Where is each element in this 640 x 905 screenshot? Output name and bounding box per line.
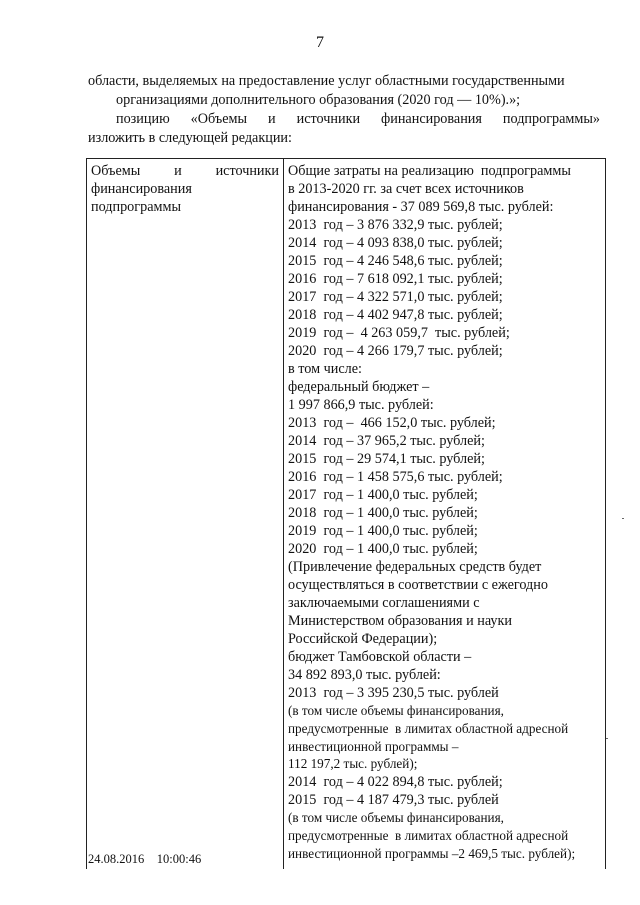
intro-paragraph <box>88 72 600 148</box>
right-cell-line: 2013 год – 3 876 332,9 тыс. рублей; <box>288 217 503 233</box>
left-cell-line: финансирования <box>91 181 192 197</box>
page-number: 7 <box>316 34 324 51</box>
right-cell-line: 2016 год – 1 458 575,6 тыс. рублей; <box>288 469 503 485</box>
right-cell-line: предусмотренные в лимитах областной адресной <box>288 827 569 843</box>
right-cell-line: заключаемыми соглашениями с <box>288 595 480 611</box>
intro-line-2: организациями дополнительного образования (2020 год — 10%).»; <box>116 92 521 108</box>
right-cell-line: бюджет Тамбовской области – <box>288 649 472 665</box>
right-cell-line: Министерством образования и науки <box>288 613 512 629</box>
right-cell-line: (в том числе объемы финансирования, <box>288 703 504 718</box>
left-cell-line: подпрограммы <box>91 199 181 215</box>
right-cell-line: 1 997 866,9 тыс. рублей: <box>288 397 434 413</box>
right-cell-line: предусмотренные в лимитах областной адресной <box>288 720 569 736</box>
right-cell-line: 2013 год – 3 395 230,5 тыс. рублей <box>288 685 499 701</box>
right-cell-line: Российской Федерации); <box>288 631 438 647</box>
right-cell-line: 2019 год – 1 400,0 тыс. рублей; <box>288 523 478 539</box>
right-cell-line: в том числе: <box>288 361 362 377</box>
right-cell-line: 2014 год – 37 965,2 тыс. рублей; <box>288 433 485 449</box>
print-time: 10:00:46 <box>156 852 202 866</box>
right-cell-line: 2015 год – 4 246 548,6 тыс. рублей; <box>288 253 503 269</box>
right-cell-line: (Привлечение федеральных средств будет <box>288 559 542 575</box>
right-cell-line: 34 892 893,0 тыс. рублей: <box>288 667 441 683</box>
column-divider <box>283 159 284 869</box>
right-cell-line: 2015 год – 4 187 479,3 тыс. рублей <box>288 792 499 809</box>
print-date: 24.08.2016 <box>88 852 145 866</box>
right-cell-line: в 2013-2020 гг. за счет всех источников <box>288 181 524 197</box>
right-cell-line: осуществляться в соответствии с ежегодно <box>288 577 548 593</box>
left-cell-line: Объемы и источники <box>91 163 279 179</box>
right-cell-line: 2018 год – 1 400,0 тыс. рублей; <box>288 505 478 521</box>
right-cell-line: 2020 год – 4 266 179,7 тыс. рублей; <box>288 343 503 359</box>
intro-line-1: области, выделяемых на предоставление услуг областными государственными <box>88 73 565 89</box>
right-cell-line: 2013 год – 466 152,0 тыс. рублей; <box>288 415 496 431</box>
right-cell-line: финансирования - 37 089 569,8 тыс. рублей: <box>288 199 554 215</box>
print-timestamp <box>88 852 201 867</box>
right-cell-line: 2019 год – 4 263 059,7 тыс. рублей; <box>288 325 510 341</box>
right-cell-line: инвестиционной программы –2 469,5 тыс. рублей); <box>288 845 576 861</box>
right-cell-line: 2017 год – 4 322 571,0 тыс. рублей; <box>288 289 503 305</box>
right-cell-line: 2017 год – 1 400,0 тыс. рублей; <box>288 487 478 503</box>
right-cell-line: 2020 год – 1 400,0 тыс. рублей; <box>288 541 478 557</box>
intro-line-4: изложить в следующей редакции: <box>88 130 292 146</box>
financing-table <box>86 158 606 869</box>
right-cell-line: (в том числе объемы финансирования, <box>288 810 504 826</box>
right-cell-line: 112 197,2 тыс. рублей); <box>288 756 418 772</box>
right-cell-line: 2018 год – 4 402 947,8 тыс. рублей; <box>288 307 503 323</box>
right-cell-line: 2016 год – 7 618 092,1 тыс. рублей; <box>288 271 503 287</box>
scan-speck <box>606 738 608 739</box>
right-cell-line: 2014 год – 4 093 838,0 тыс. рублей; <box>288 235 503 251</box>
right-cell-line: Общие затраты на реализацию подпрограммы <box>288 163 571 179</box>
scan-speck <box>622 518 624 519</box>
right-cell-line: инвестиционной программы – <box>288 738 459 754</box>
right-cell-line: 2014 год – 4 022 894,8 тыс. рублей; <box>288 774 503 791</box>
table-left-cell <box>91 162 279 216</box>
right-cell-line: федеральный бюджет – <box>288 379 430 395</box>
table-right-cell <box>288 162 604 863</box>
intro-line-3: позицию «Объемы и источники финансирования подпрограммы» <box>116 111 600 127</box>
right-cell-line: 2015 год – 29 574,1 тыс. рублей; <box>288 451 485 467</box>
